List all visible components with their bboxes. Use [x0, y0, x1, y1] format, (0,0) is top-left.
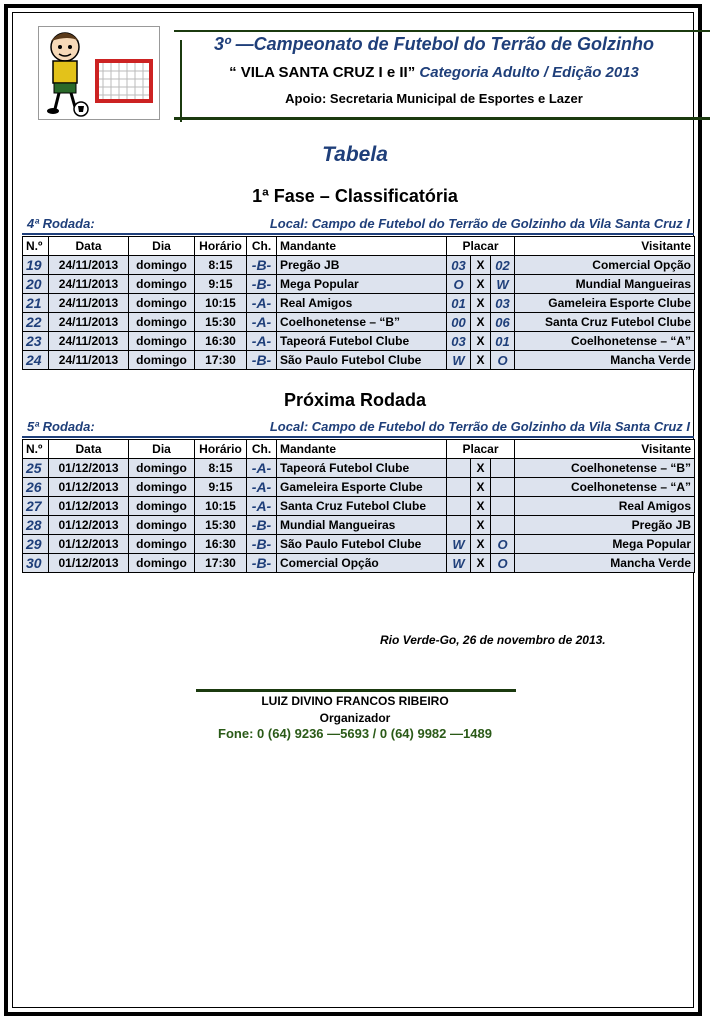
cell-away: Coelhonetense – “A” [515, 478, 695, 497]
cell-x: X [471, 332, 491, 351]
cell-day: domingo [129, 351, 195, 370]
table-row [23, 351, 695, 370]
page-title: Tabela [322, 143, 388, 166]
cell-home: Tapeorá Futebol Clube [277, 459, 447, 478]
table-header-row [23, 237, 695, 256]
cell-s1 [447, 516, 471, 535]
cell-time: 9:15 [195, 478, 247, 497]
cell-x: X [471, 294, 491, 313]
col-date: Data [49, 440, 129, 459]
cell-ch: -B- [247, 275, 277, 294]
cell-home: Pregão JB [277, 256, 447, 275]
col-num: N.º [23, 237, 49, 256]
cell-away: Gameleira Esporte Clube [515, 294, 695, 313]
cell-s2 [491, 459, 515, 478]
cell-home: Coelhonetense – “B” [277, 313, 447, 332]
cell-s1: O [447, 275, 471, 294]
cell-s2: 06 [491, 313, 515, 332]
cell-num: 21 [23, 294, 49, 313]
cell-s2: W [491, 275, 515, 294]
cell-num: 19 [23, 256, 49, 275]
table-row [23, 332, 695, 351]
cell-day: domingo [129, 554, 195, 573]
table-row [23, 459, 695, 478]
cell-x: X [471, 535, 491, 554]
cell-num: 22 [23, 313, 49, 332]
cell-away: Mancha Verde [515, 554, 695, 573]
cell-date: 01/12/2013 [49, 497, 129, 516]
signature-line [196, 689, 516, 692]
col-home: Mandante [277, 440, 447, 459]
cell-s1 [447, 497, 471, 516]
cell-num: 23 [23, 332, 49, 351]
cell-date: 24/11/2013 [49, 294, 129, 313]
next-round-title: Próxima Rodada [283, 390, 427, 410]
cell-date: 24/11/2013 [49, 351, 129, 370]
cell-home: Real Amigos [277, 294, 447, 313]
cell-s2: O [491, 554, 515, 573]
cell-away: Pregão JB [515, 516, 695, 535]
cell-num: 27 [23, 497, 49, 516]
cell-time: 10:15 [195, 497, 247, 516]
cell-s1: W [447, 554, 471, 573]
organizer-phone: Fone: 0 (64) 9236 —5693 / 0 (64) 9982 —1489 [218, 726, 492, 741]
cell-s2 [491, 497, 515, 516]
support-line: Apoio: Secretaria Municipal de Esportes e Lazer [285, 91, 583, 106]
header-rule-top [174, 30, 710, 32]
cell-s2 [491, 478, 515, 497]
cell-x: X [471, 554, 491, 573]
round5-location: Local: Campo de Futebol do Terrão de Golzinho da Vila Santa Cruz I [269, 419, 690, 434]
cell-s2 [491, 516, 515, 535]
cell-day: domingo [129, 313, 195, 332]
round5-table [22, 439, 695, 573]
cell-day: domingo [129, 535, 195, 554]
cell-day: domingo [129, 478, 195, 497]
table-row [23, 497, 695, 516]
table-row [23, 535, 695, 554]
table-header-row [23, 440, 695, 459]
cell-s1: 03 [447, 256, 471, 275]
cell-away: Mundial Mangueiras [515, 275, 695, 294]
col-ch: Ch. [247, 440, 277, 459]
cell-ch: -A- [247, 294, 277, 313]
cell-day: domingo [129, 497, 195, 516]
cell-away: Santa Cruz Futebol Clube [515, 313, 695, 332]
cell-time: 15:30 [195, 313, 247, 332]
championship-title: 3º —Campeonato de Futebol do Terrão de Golzinho [214, 34, 654, 54]
cell-num: 20 [23, 275, 49, 294]
cell-time: 16:30 [195, 535, 247, 554]
cell-time: 17:30 [195, 351, 247, 370]
col-away: Visitante [515, 440, 695, 459]
cell-home: Gameleira Esporte Clube [277, 478, 447, 497]
cell-date: 24/11/2013 [49, 313, 129, 332]
cell-num: 29 [23, 535, 49, 554]
col-away: Visitante [515, 237, 695, 256]
cell-home: Tapeorá Futebol Clube [277, 332, 447, 351]
cell-x: X [471, 478, 491, 497]
table-row [23, 478, 695, 497]
col-day: Dia [129, 440, 195, 459]
cell-home: Mega Popular [277, 275, 447, 294]
cell-home: São Paulo Futebol Clube [277, 535, 447, 554]
cell-s2: 03 [491, 294, 515, 313]
cell-num: 28 [23, 516, 49, 535]
cell-s1 [447, 459, 471, 478]
cell-s1: 00 [447, 313, 471, 332]
round4-rows [23, 256, 695, 370]
cell-ch: -B- [247, 554, 277, 573]
cell-ch: -A- [247, 478, 277, 497]
table-row [23, 313, 695, 332]
cell-time: 16:30 [195, 332, 247, 351]
cell-day: domingo [129, 294, 195, 313]
round5-label: 5ª Rodada: [27, 419, 95, 434]
cell-date: 24/11/2013 [49, 275, 129, 294]
cell-s1: 03 [447, 332, 471, 351]
cell-home: Comercial Opção [277, 554, 447, 573]
organizer-role: Organizador [319, 711, 391, 725]
cell-time: 17:30 [195, 554, 247, 573]
cell-x: X [471, 516, 491, 535]
cell-ch: -B- [247, 351, 277, 370]
cell-day: domingo [129, 275, 195, 294]
place-date: Rio Verde-Go, 26 de novembro de 2013. [380, 633, 606, 647]
col-score: Placar [447, 440, 515, 459]
col-home: Mandante [277, 237, 447, 256]
col-ch: Ch. [247, 237, 277, 256]
cell-time: 8:15 [195, 459, 247, 478]
cell-ch: -B- [247, 516, 277, 535]
cell-x: X [471, 497, 491, 516]
cell-ch: -B- [247, 256, 277, 275]
cell-away: Coelhonetense – “B” [515, 459, 695, 478]
cell-num: 26 [23, 478, 49, 497]
round4-label: 4ª Rodada: [27, 216, 95, 231]
cell-date: 01/12/2013 [49, 478, 129, 497]
cell-date: 24/11/2013 [49, 256, 129, 275]
championship-subtitle [174, 64, 694, 81]
cell-ch: -A- [247, 313, 277, 332]
cell-away: Comercial Opção [515, 256, 695, 275]
round4-header [22, 216, 694, 235]
cell-date: 01/12/2013 [49, 554, 129, 573]
table-row [23, 294, 695, 313]
cell-s1: W [447, 351, 471, 370]
cell-time: 10:15 [195, 294, 247, 313]
cell-ch: -A- [247, 332, 277, 351]
cell-x: X [471, 256, 491, 275]
cell-away: Mega Popular [515, 535, 695, 554]
col-date: Data [49, 237, 129, 256]
cell-num: 30 [23, 554, 49, 573]
cell-x: X [471, 459, 491, 478]
cell-x: X [471, 313, 491, 332]
round5-rows [23, 459, 695, 573]
cell-num: 25 [23, 459, 49, 478]
phase-title: 1ª Fase – Classificatória [252, 186, 458, 206]
round4-location: Local: Campo de Futebol do Terrão de Golzinho da Vila Santa Cruz I [269, 216, 690, 231]
col-score: Placar [447, 237, 515, 256]
cell-ch: -B- [247, 535, 277, 554]
cell-num: 24 [23, 351, 49, 370]
cell-s1 [447, 478, 471, 497]
round4-table [22, 236, 695, 370]
cell-day: domingo [129, 516, 195, 535]
subtitle-venue: “ VILA SANTA CRUZ I e II” [229, 64, 416, 81]
subtitle-category: Categoria Adulto / Edição 2013 [419, 64, 639, 81]
cell-home: Santa Cruz Futebol Clube [277, 497, 447, 516]
cell-day: domingo [129, 256, 195, 275]
cell-time: 8:15 [195, 256, 247, 275]
table-row [23, 256, 695, 275]
cell-home: São Paulo Futebol Clube [277, 351, 447, 370]
cell-s2: 02 [491, 256, 515, 275]
col-time: Horário [195, 237, 247, 256]
cell-ch: -A- [247, 497, 277, 516]
soccer-logo-icon [38, 26, 160, 120]
cell-s1: 01 [447, 294, 471, 313]
cell-x: X [471, 275, 491, 294]
cell-ch: -A- [247, 459, 277, 478]
cell-time: 9:15 [195, 275, 247, 294]
header-rule-bottom [174, 117, 710, 120]
cell-s1: W [447, 535, 471, 554]
cell-time: 15:30 [195, 516, 247, 535]
cell-x: X [471, 351, 491, 370]
col-num: N.º [23, 440, 49, 459]
header [24, 20, 686, 120]
col-time: Horário [195, 440, 247, 459]
cell-s2: O [491, 535, 515, 554]
cell-home: Mundial Mangueiras [277, 516, 447, 535]
cell-date: 01/12/2013 [49, 516, 129, 535]
table-row [23, 275, 695, 294]
cell-s2: O [491, 351, 515, 370]
cell-away: Mancha Verde [515, 351, 695, 370]
col-day: Dia [129, 237, 195, 256]
cell-date: 01/12/2013 [49, 535, 129, 554]
round5-header [22, 419, 694, 438]
organizer-name: LUIZ DIVINO FRANCOS RIBEIRO [261, 694, 449, 708]
cell-away: Coelhonetense – “A” [515, 332, 695, 351]
cell-date: 01/12/2013 [49, 459, 129, 478]
table-row [23, 516, 695, 535]
cell-s2: 01 [491, 332, 515, 351]
cell-away: Real Amigos [515, 497, 695, 516]
cell-day: domingo [129, 332, 195, 351]
cell-day: domingo [129, 459, 195, 478]
cell-date: 24/11/2013 [49, 332, 129, 351]
table-row [23, 554, 695, 573]
